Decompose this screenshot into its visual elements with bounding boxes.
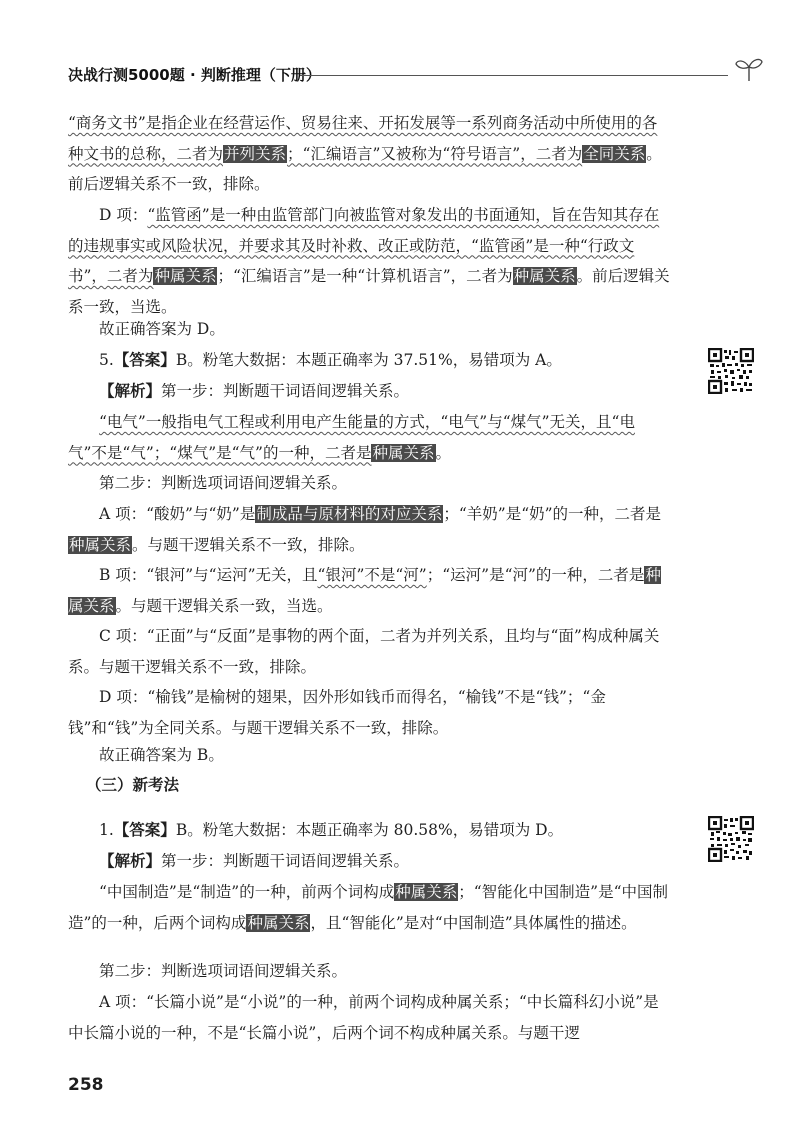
wavy-underlined-text: “电气”一般指电气工程或利用电产生能量的方式，“电气”与“煤气”无关，且“电气”不是“气”；“煤气”是“气”的一种，二者是 [68, 413, 635, 462]
answer-line-q1: 1.【答案】B。粉笔大数据：本题正确率为 80.58%，易错项为 D。 [99, 820, 564, 839]
highlight-tag: 种属关系 [513, 267, 576, 285]
qr-code-icon [708, 816, 754, 862]
highlight-tag: 种属关系 [372, 443, 435, 462]
stem-analysis-q5: “电气”一般指电气工程或利用电产生能量的方式，“电气”与“煤气”无关，且“电气”不是“气”；“煤气”是“气”的一种，二者是种属关系。 [68, 413, 635, 462]
option-a-paragraph-q1: A 项：“长篇小说”是“小说”的一种，前两个词构成种属关系；“中长篇科幻小说”是中长篇小说的一种，不是“长篇小说”，后两个词不构成种属关系。与题干逻 [68, 993, 659, 1042]
text: 。前后逻辑关系一致，当选。 [68, 267, 670, 316]
book-title: 决战行测5000题 · 判断推理（下册） [68, 66, 321, 84]
analysis-label: 【解析】 [99, 381, 162, 400]
section-title: （三）新考法 [86, 776, 180, 794]
option-b-paragraph: B 项：“银河”与“运河”无关，且“银河”不是“河”；“运河”是“河”的一种，二者是种属关系。与题干逻辑关系一致，当选。 [68, 566, 661, 615]
text: ；“汇编语言”是一种“计算机语言”，二者为 [217, 267, 513, 285]
analysis-step2-q5: 第二步：判断选项词语间逻辑关系。 [99, 474, 348, 492]
wavy-underlined-text: “监管函”是一种由监管部门向被监管对象发出的书面通知，旨在告知其存在的违规事实或风险状况，并要求其及时补救、改正或防范，“监管函”是一种“行政文书”，二者为 [68, 206, 660, 285]
highlight-tag: 种属关系 [68, 566, 661, 615]
answer-label: 【答案】 [113, 350, 176, 369]
option-a-paragraph: A 项：“酸奶”与“奶”是制成品与原材料的对应关系；“羊奶”是“奶”的一种，二者是种属关系。与题干逻辑关系不一致，排除。 [69, 505, 662, 554]
highlight-tag: 并列关系 [224, 144, 287, 163]
highlight-tag: 种属关系 [247, 913, 310, 932]
analysis-step2-q1: 第二步：判断选项词语间逻辑关系。 [99, 962, 348, 980]
wavy-underlined-text: “银河”不是“河” [317, 566, 427, 584]
header-divider [300, 75, 728, 76]
analysis-step1-q1: 【解析】第一步：判断题干词语间逻辑关系。 [99, 851, 410, 870]
text: 。前后逻辑关系不一致，排除。 [68, 144, 662, 193]
analysis-step1-q5: 【解析】第一步：判断题干词语间逻辑关系。 [99, 381, 410, 400]
sprout-icon [734, 56, 764, 82]
page-number: 258 [68, 1075, 104, 1095]
analysis-label: 【解析】 [99, 851, 162, 870]
option-label: D 项： [99, 206, 148, 224]
option-d-paragraph [68, 200, 672, 322]
running-header [68, 62, 768, 92]
wavy-underlined-text: “商务文书”是指企业在经营运作、贸易往来、开拓发展等一系列商务活动中所使用的各种文书的总称，二者为 [68, 114, 658, 163]
wavy-underlined-text: ；“汇编语言”又被称为“符号语言”，二者为 [287, 144, 583, 163]
answer-line-q5: 5.【答案】B。粉笔大数据：本题正确率为 37.51%，易错项为 A。 [99, 350, 562, 369]
paragraph-c-continued [68, 108, 672, 200]
highlight-tag: 种属关系 [395, 883, 458, 901]
option-c-paragraph: C 项：“正面”与“反面”是事物的两个面，二者为并列关系，且均与“面”构成种属关系。与题干逻辑关系不一致，排除。 [68, 627, 660, 676]
stem-analysis-q1: “中国制造”是“制造”的一种，前两个词构成种属关系；“智能化中国制造”是“中国制造”的一种，后两个词构成种属关系，且“智能化”是对“中国制造”具体属性的描述。 [68, 883, 668, 932]
qr-code-icon [708, 348, 754, 394]
option-d-paragraph-q5: D 项：“榆钱”是榆树的翅果，因外形如钱币而得名，“榆钱”不是“钱”；“金钱”和“钱”为全同关系。与题干逻辑关系不一致，排除。 [68, 688, 606, 737]
answer-label: 【答案】 [113, 820, 176, 839]
answer-conclusion-q5: 故正确答案为 B。 [99, 746, 224, 764]
answer-conclusion: 故正确答案为 D。 [99, 320, 225, 338]
highlight-tag: 制成品与原材料的对应关系 [256, 505, 443, 523]
highlight-tag: 种属关系 [154, 267, 217, 285]
highlight-tag: 全同关系 [583, 144, 646, 163]
highlight-tag: 种属关系 [69, 535, 132, 554]
